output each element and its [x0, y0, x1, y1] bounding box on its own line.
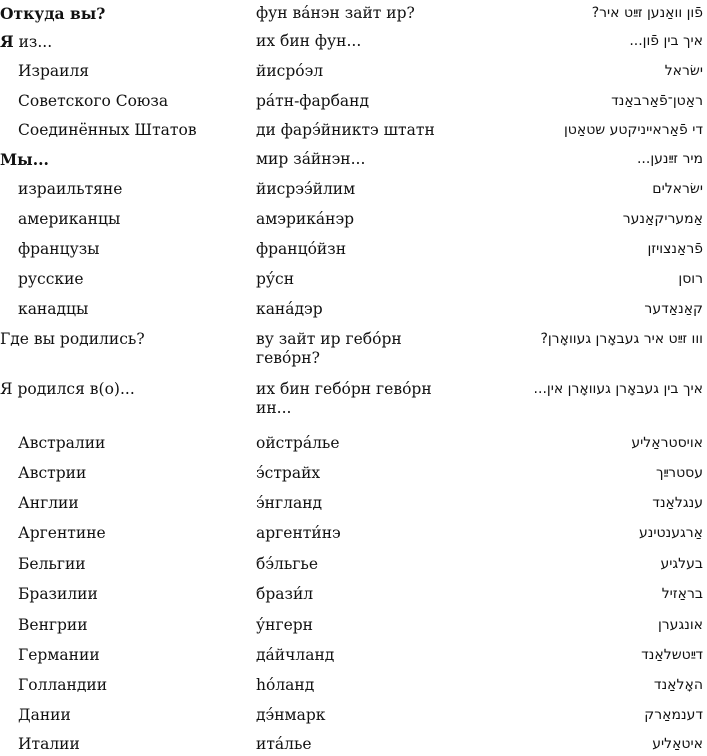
transliteration: кана́дэр: [256, 300, 323, 318]
yiddish-phrase: בעלגיע: [660, 556, 703, 572]
russian-phrase: Италии: [18, 735, 80, 753]
transliteration: hо́ланд: [256, 676, 315, 694]
yiddish-phrase: רוסן: [678, 271, 703, 287]
yiddish-phrase: איך בין געבאָרן געוואָרן אין...: [533, 381, 703, 397]
russian-phrase: французы: [18, 240, 100, 258]
russian-phrase: Где вы родились?: [0, 330, 145, 348]
yiddish-phrase: האָלאַנד: [653, 677, 703, 693]
russian-phrase: [0, 32, 52, 52]
russian-phrase: Бразилии: [18, 585, 98, 603]
yiddish-phrase: די פֿאַראייניקטע שטאַטן: [563, 122, 703, 138]
transliteration: ди фарэ́йниктэ штатн: [256, 121, 435, 139]
transliteration: их бин гебо́рн гево́рн ин...: [256, 380, 432, 417]
russian-phrase: Аргентине: [18, 524, 106, 542]
russian-phrase: Англии: [18, 494, 79, 512]
yiddish-phrase: פֿראַנצויזן: [647, 241, 703, 257]
transliteration: их бин фун...: [256, 32, 362, 50]
russian-phrase-bold: Я: [0, 32, 14, 51]
yiddish-phrase: דענמאַרק: [644, 707, 703, 723]
russian-phrase: Израиля: [18, 62, 90, 80]
yiddish-phrase: איך בין פֿון...: [629, 33, 703, 49]
transliteration: ита́лье: [256, 735, 312, 753]
transliteration: йисро́эл: [256, 62, 324, 80]
transliteration: да́йчланд: [256, 646, 335, 664]
yiddish-phrase: עסטרײַך: [656, 465, 703, 481]
transliteration: амэрика́нэр: [256, 210, 355, 228]
russian-phrase: русские: [18, 270, 84, 288]
russian-phrase: Австралии: [18, 434, 106, 452]
yiddish-phrase: אַרגענטינע: [639, 525, 703, 541]
yiddish-phrase: ווו זײַט איר געבאָרן געוואָרן?: [540, 331, 703, 347]
transliteration: фун ва́нэн зайт ир?: [256, 4, 415, 22]
russian-phrase: Мы...: [0, 150, 49, 169]
yiddish-phrase: פֿון וואַנען זײַט איר?: [591, 5, 703, 21]
yiddish-phrase: ישׂראלים: [652, 181, 703, 197]
russian-phrase: Дании: [18, 706, 71, 724]
russian-phrase: американцы: [18, 210, 121, 228]
transliteration: дэ́нмарк: [256, 706, 326, 724]
transliteration: ойстра́лье: [256, 434, 340, 452]
yiddish-phrase: ראַטן־פֿאַרבאַנד: [611, 93, 703, 109]
yiddish-phrase: דײַטשלאַנד: [641, 647, 703, 663]
transliteration: э́нгланд: [256, 494, 323, 512]
transliteration: э́страйх: [256, 464, 321, 482]
transliteration: аргенти́нэ: [256, 524, 341, 542]
russian-phrase: Откуда вы?: [0, 4, 106, 23]
transliteration: йисрээ́йлим: [256, 180, 356, 198]
transliteration: ра́тн-фарбанд: [256, 92, 370, 110]
transliteration: у́нгерн: [256, 616, 313, 634]
yiddish-phrase: ענגלאַנד: [652, 495, 703, 511]
transliteration: ву зайт ир гебо́рн гево́рн?: [256, 330, 402, 367]
russian-phrase: Бельгии: [18, 555, 86, 573]
yiddish-phrase: איטאַליע: [652, 736, 703, 752]
russian-phrase-rest: из...: [13, 33, 53, 51]
russian-phrase: Соединённых Штатов: [18, 121, 197, 139]
yiddish-phrase: בראַזיל: [661, 586, 703, 602]
yiddish-phrase: קאַנאַדער: [644, 301, 703, 317]
yiddish-phrase: ישׂראל: [664, 63, 703, 79]
yiddish-phrase: אַמעריקאַנער: [622, 211, 703, 227]
yiddish-phrase: מיר זײַנען...: [636, 151, 703, 167]
transliteration: брази́л: [256, 585, 314, 603]
russian-phrase: Германии: [18, 646, 100, 664]
russian-phrase: Австрии: [18, 464, 87, 482]
russian-phrase: Советского Союза: [18, 92, 169, 110]
transliteration: ру́сн: [256, 270, 295, 288]
yiddish-phrase: אויסטראַליע: [631, 435, 703, 451]
russian-phrase: Я родился в(о)...: [0, 380, 135, 398]
transliteration: мир за́йнэн...: [256, 150, 366, 168]
transliteration: францо́йзн: [256, 240, 347, 258]
yiddish-phrase: אונגערן: [657, 617, 703, 633]
russian-phrase: Голландии: [18, 676, 108, 694]
russian-phrase: Венгрии: [18, 616, 88, 634]
russian-phrase: канадцы: [18, 300, 89, 318]
russian-phrase: израильтяне: [18, 180, 123, 198]
transliteration: бэ́льгье: [256, 555, 319, 573]
